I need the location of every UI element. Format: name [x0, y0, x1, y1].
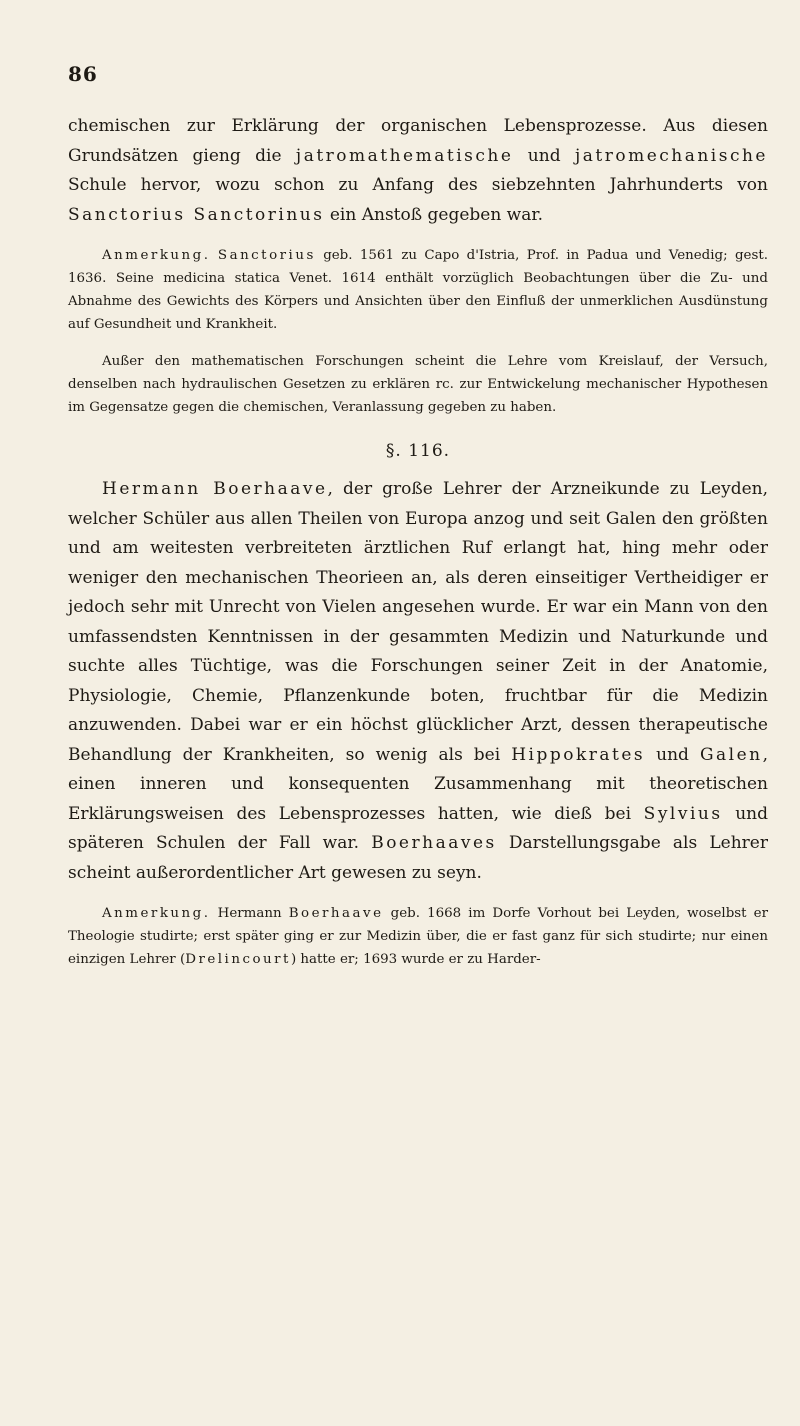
text-run: Schule hervor, wozu schon zu Anfang des siebzehnten Jahrhunderts von — [68, 175, 768, 195]
person-galen: Galen — [699, 744, 763, 765]
term-jatromathematic: jatromathematische — [295, 145, 514, 166]
text-run: ein Anstoß gegeben war. — [324, 204, 544, 225]
term-jatromechanic: jatromechanische — [574, 145, 768, 166]
text-run: chemischen zur Erklärung der organischen Lebensprozesse. Aus diesen Grundsätzen gieng die — [68, 116, 768, 166]
paragraph-boerhaave — [68, 475, 768, 888]
page-text — [68, 112, 768, 971]
text-run: und späteren Schulen der Fall war. — [68, 803, 768, 853]
person-hermann-boerhaave: Hermann Boerhaave — [102, 479, 328, 499]
person-sanctorius: Sanctorius — [217, 248, 316, 263]
text-run: und — [513, 145, 575, 166]
note-sanctorius — [68, 244, 768, 336]
text-run — [211, 248, 218, 263]
person-sylvius: Sylvius — [643, 803, 723, 824]
text-run: enthält vorzüglich Beobachtungen über die Zu- und Abnahme des Gewichts des Körpers und Ansichten über den Einfluß der unmerklichen Ausdünstung auf Gesundheit und Krankheit. — [68, 271, 769, 332]
paragraph-chemical-theories — [68, 112, 768, 230]
text-run: geb. 1668 im Dorfe Vorhout bei Leyden, woselbst er Theologie studirte; erst später ging er zur Medizin über, die er fast ganz für sich studirte; nur einen einzigen Lehrer ( — [68, 906, 768, 967]
person-sanctorius-sanctorinus: Sanctorius Sanctorinus — [68, 204, 325, 225]
paragraph-mechanical-hypotheses: Außer den mathematischen Forschungen scheint die Lehre vom Kreislauf, der Versuch, denselben nach hydraulischen Gesetzen zu erklären rc. zur Entwickelung mechanischer Hypothesen im Gegensatze gegen die chemischen, Veranlassung gegeben zu haben. — [68, 354, 768, 415]
work-title: medicina statica Venet. 1614 — [163, 271, 376, 286]
text-run: , der große Lehrer der Arzneikunde zu Leyden, welcher Schüler aus allen Theilen von Europa anzog und seit Galen den größten und am weitesten verbreiteten ärztlichen Ruf erlangt hat, hing mehr oder weniger den mechanischen Theorieen an, als deren einseitiger Vertheidiger er jedoch sehr mit Unrecht von Vielen angesehen wurde. Er war ein Mann von den umfassendsten Kenntnissen in der gesammten Medizin und Naturkunde und suchte alles Tüchtige, was die Forschungen seiner Zeit in der Anatomie, Physiologie, Chemie, Pflanzenkunde boten, fruchtbar für die Medizin anzuwenden. Dabei war er ein höchst glücklicher Arzt, dessen therapeutische Behandlung der Krankheiten, so wenig als bei — [68, 479, 768, 765]
note-label: Anmerkung. — [102, 906, 211, 921]
person-boerhaave: Boerhaave — [288, 906, 384, 921]
person-hippokrates: Hippokrates — [511, 744, 646, 765]
text-run: Hermann — [210, 906, 289, 921]
person-drelincourt: Drelincourt — [185, 952, 291, 967]
text-run: und — [645, 744, 700, 765]
person-boerhaaves: Boerhaaves — [371, 833, 497, 853]
text-run: ) hatte er; 1693 wurde er zu Harder- — [290, 952, 541, 967]
text-run: geb. 1561 zu Capo d'Istria, Prof. in Padua und Venedig; gest. 1636. Seine — [68, 248, 768, 286]
text-run: Darstellungsgabe als Lehrer scheint außerordentlicher Art gewesen zu seyn. — [68, 833, 768, 883]
section-heading: §. 116. — [385, 441, 451, 461]
page-number: 86 — [68, 62, 98, 86]
text-run: , einen inneren und konsequenten Zusammenhang mit theoretischen Erklärungsweisen des Lebensprozesses hatten, wie dieß bei — [68, 744, 769, 824]
note-boerhaave — [68, 902, 768, 971]
note-label: Anmerkung. — [102, 248, 211, 263]
